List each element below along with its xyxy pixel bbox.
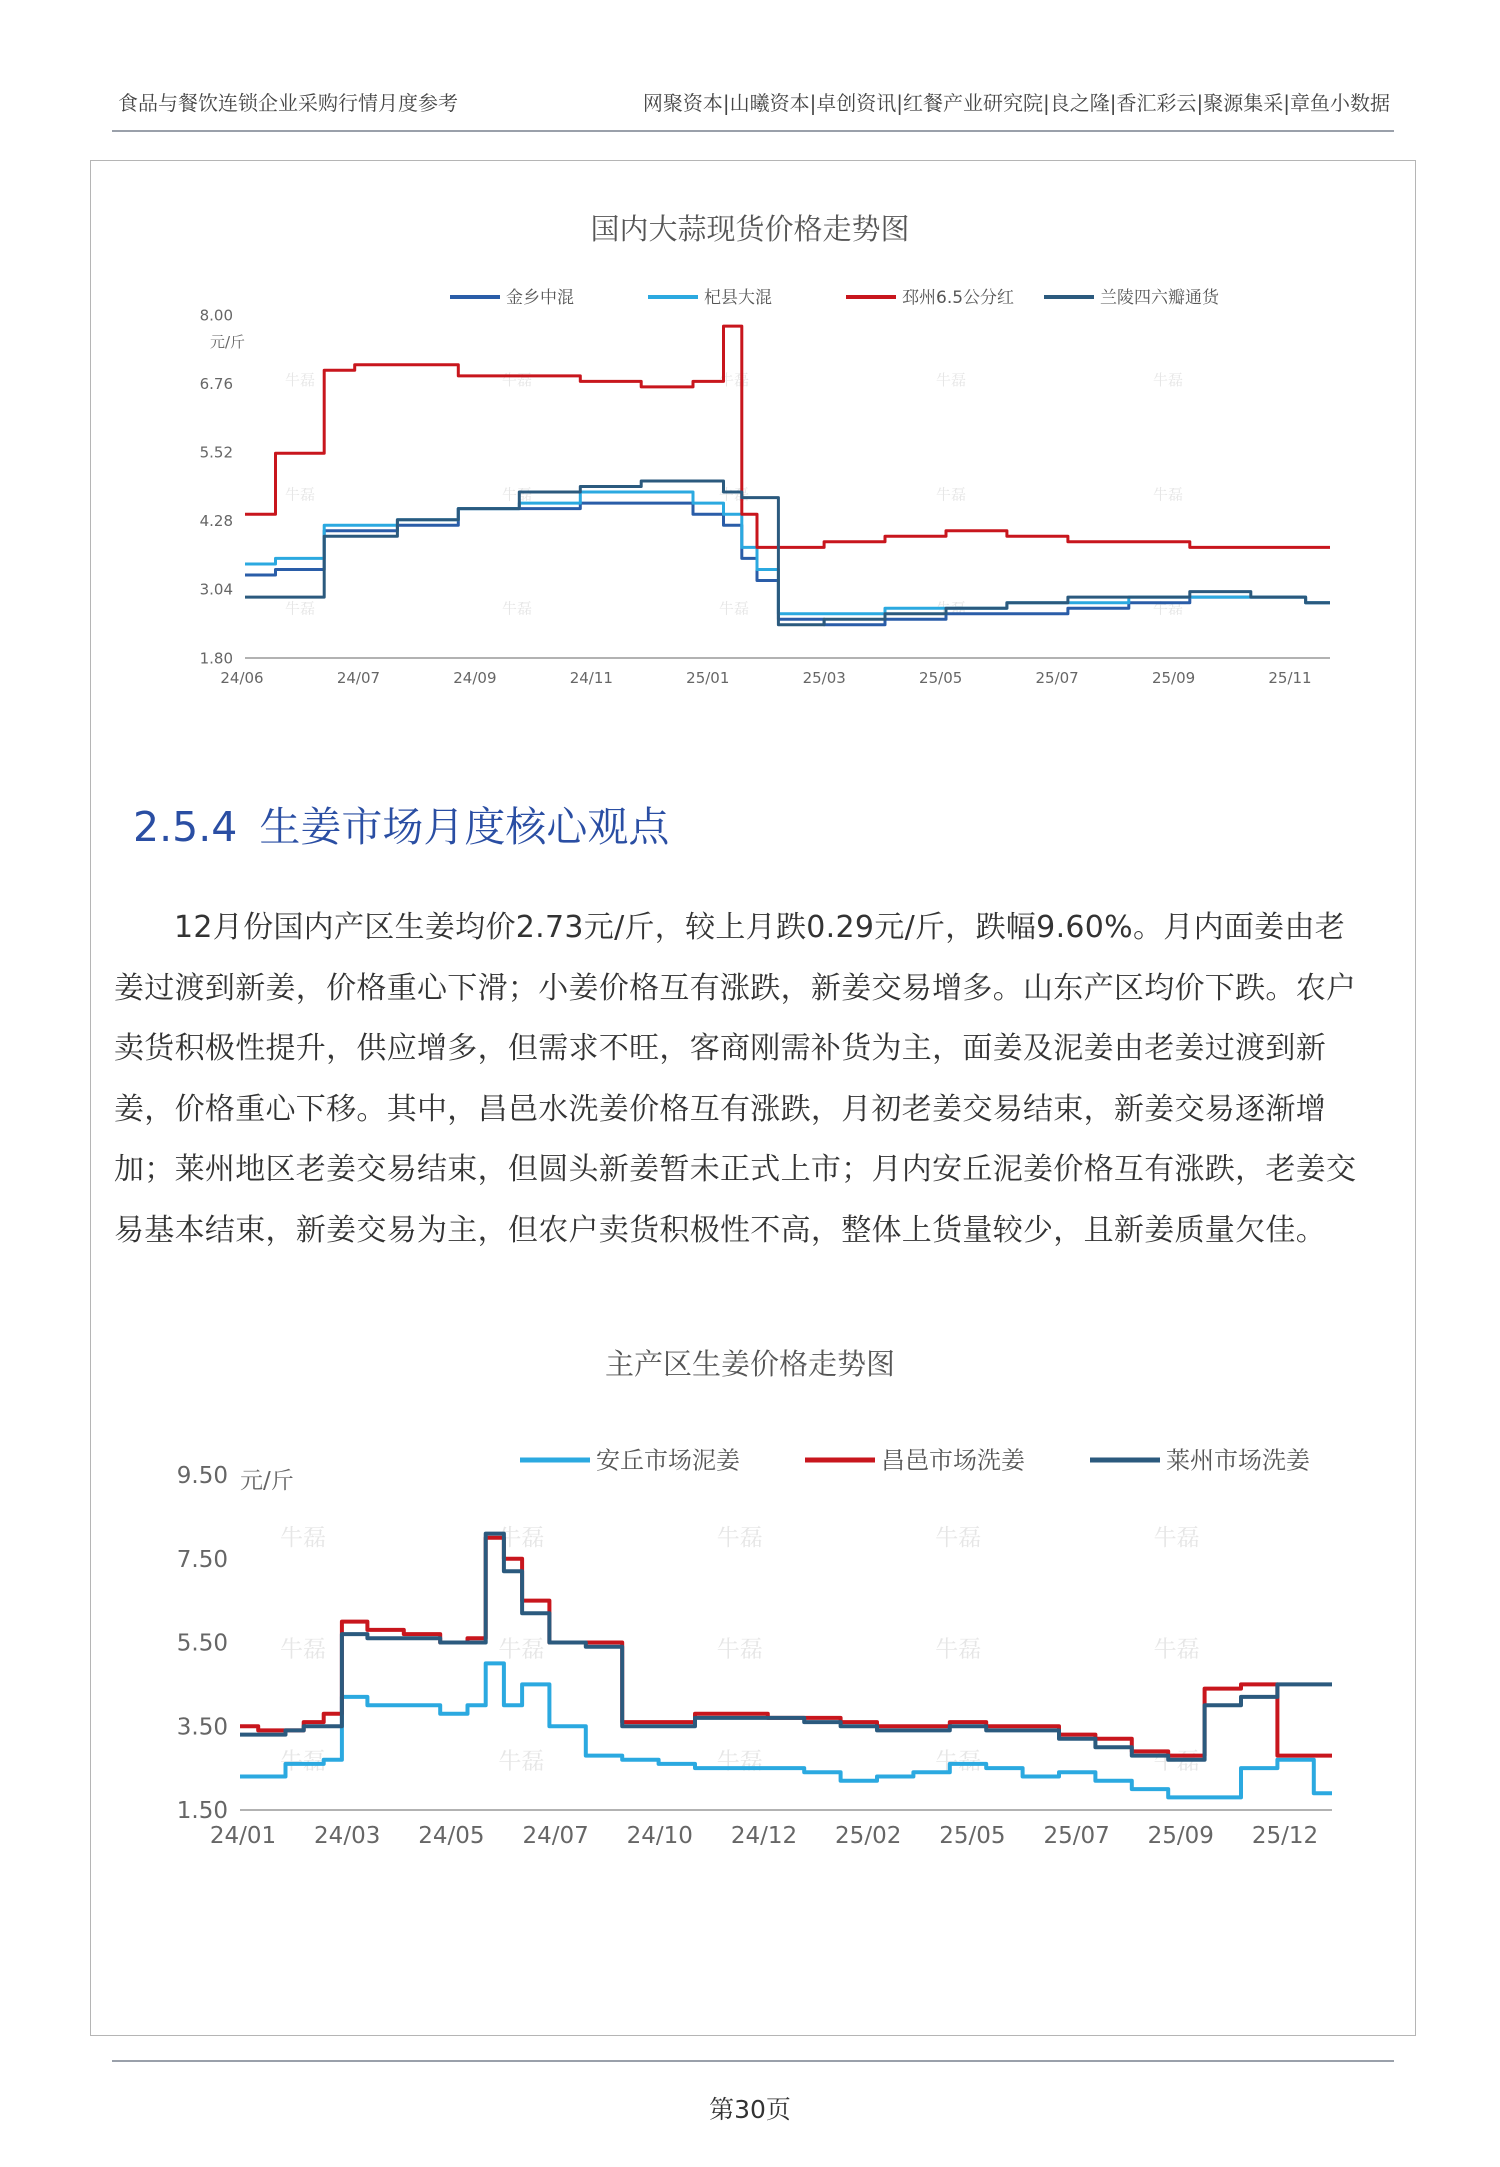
watermark-text: 牛磊 — [719, 371, 750, 389]
y-tick-label: 5.50 — [176, 1630, 228, 1657]
y-tick-label: 3.50 — [176, 1714, 228, 1741]
series-line-安丘市场泥姜 — [240, 1663, 1332, 1797]
x-tick-label: 25/09 — [1147, 1823, 1214, 1849]
header-left-title: 食品与餐饮连锁企业采购行情月度参考 — [118, 91, 458, 115]
x-tick-label: 25/11 — [1268, 669, 1312, 687]
watermark-text: 牛磊 — [936, 599, 967, 618]
watermark-text: 牛磊 — [498, 1748, 545, 1775]
x-tick-label: 24/03 — [314, 1823, 381, 1849]
watermark-text: 牛磊 — [936, 485, 967, 504]
watermark-text: 牛磊 — [502, 371, 533, 389]
legend-label: 金乡中混 — [506, 287, 574, 308]
x-tick-label: 25/09 — [1151, 669, 1196, 687]
x-tick-label: 24/05 — [418, 1823, 485, 1849]
x-tick-label: 25/07 — [1035, 669, 1079, 687]
watermark-text: 牛磊 — [1153, 599, 1184, 618]
footer-rule — [112, 2060, 1394, 2062]
legend-label: 莱州市场洗姜 — [1166, 1446, 1310, 1475]
x-tick-label: 25/01 — [686, 669, 730, 687]
legend-label: 邳州6.5公分红 — [902, 287, 1015, 308]
chart2-title: 主产区生姜价格走势图 — [604, 1347, 895, 1381]
watermark-text: 牛磊 — [280, 1636, 326, 1663]
y-tick-label: 8.00 — [199, 306, 233, 325]
watermark-text: 牛磊 — [1153, 371, 1184, 389]
watermark-text: 牛磊 — [1153, 1525, 1200, 1551]
watermark-text: 牛磊 — [936, 371, 967, 389]
y-tick-label: 4.28 — [199, 512, 233, 531]
series-line-邳州6.5公分红 — [245, 326, 1330, 547]
body-paragraph: 12月份国内产区生姜均价2.73元/斤，较上月跌0.29元/斤，跌幅9.60%。月内面姜由老姜过渡到新姜，价格重心下滑；小姜价格互有涨跌，新姜交易增多。山东产区均价下跌。农户卖货积极性提升，供应增多，但需求不旺，客商刚需补货为主，面姜及泥姜由老姜过渡到新姜，价格重心下移。其中，昌邑水洗姜价格互有涨跌，月初老姜交易结束，新姜交易逐渐增加；莱州地区老姜交易结束，但圆头新姜暂未正式上市；月内安丘泥姜价格互有涨跌，老姜交易基本结束，新姜交易为主，但农户卖货积极性不高，整体上货量较少，且新姜质量欠佳。 — [114, 910, 1357, 1248]
x-tick-label: 25/12 — [1251, 1823, 1319, 1849]
x-tick-label: 24/12 — [730, 1823, 798, 1849]
x-tick-label: 24/06 — [220, 669, 264, 687]
y-axis-unit: 元/斤 — [240, 1468, 294, 1494]
page-number: 第30页 — [709, 2095, 791, 2124]
watermark-text: 牛磊 — [716, 1525, 763, 1551]
y-tick-label: 1.80 — [199, 649, 233, 668]
watermark-text: 牛磊 — [280, 1748, 326, 1775]
watermark-text: 牛磊 — [935, 1748, 982, 1775]
y-tick-label: 7.50 — [176, 1546, 228, 1573]
legend-label: 昌邑市场洗姜 — [881, 1446, 1025, 1475]
watermark-text: 牛磊 — [1153, 485, 1184, 504]
x-tick-label: 25/05 — [919, 669, 963, 687]
section-heading — [133, 794, 669, 853]
section-number: 2.5.4 — [133, 803, 238, 851]
watermark-text: 牛磊 — [280, 1525, 326, 1551]
y-tick-label: 3.04 — [199, 580, 233, 599]
x-tick-label: 24/07 — [522, 1823, 589, 1849]
x-tick-label: 24/07 — [336, 669, 381, 687]
ginger-price-chart — [120, 1430, 1360, 1890]
x-tick-label: 25/03 — [802, 669, 846, 687]
watermark-text: 牛磊 — [285, 599, 316, 618]
series-line-杞县大混 — [245, 492, 1330, 614]
watermark-text: 牛磊 — [1153, 1636, 1200, 1663]
x-tick-label: 25/07 — [1043, 1823, 1110, 1849]
y-tick-label: 1.50 — [176, 1798, 228, 1825]
watermark-text: 牛磊 — [935, 1525, 982, 1551]
watermark-text: 牛磊 — [498, 1525, 545, 1551]
x-tick-label: 25/02 — [835, 1823, 902, 1849]
legend-label: 安丘市场泥姜 — [596, 1446, 740, 1475]
y-tick-label: 6.76 — [199, 374, 233, 393]
watermark-text: 牛磊 — [716, 1748, 763, 1775]
y-tick-label: 5.52 — [199, 443, 233, 462]
body-text — [114, 898, 1364, 1261]
header-right-sources: 网聚资本|山曦资本|卓创资讯|红餐产业研究院|良之隆|香汇彩云|聚源集采|章鱼小数据 — [642, 91, 1390, 115]
watermark-text: 牛磊 — [719, 599, 750, 618]
watermark-text: 牛磊 — [285, 485, 316, 504]
watermark-text: 牛磊 — [285, 371, 316, 389]
x-tick-label: 24/11 — [569, 669, 613, 687]
x-tick-label: 24/10 — [626, 1823, 693, 1849]
watermark-text: 牛磊 — [502, 485, 533, 504]
x-tick-label: 25/05 — [939, 1823, 1006, 1849]
legend-label: 杞县大混 — [704, 287, 772, 308]
watermark-text: 牛磊 — [1153, 1748, 1200, 1775]
watermark-text: 牛磊 — [498, 1636, 545, 1663]
section-title: 生姜市场月度核心观点 — [259, 803, 670, 851]
watermark-text: 牛磊 — [719, 485, 750, 504]
header-rule — [112, 130, 1394, 132]
page-header — [0, 0, 1500, 140]
chart1-title: 国内大蒜现货价格走势图 — [590, 212, 910, 246]
x-tick-label: 24/01 — [209, 1823, 277, 1849]
garlic-price-chart — [150, 285, 1350, 705]
watermark-text: 牛磊 — [716, 1636, 763, 1663]
watermark-text: 牛磊 — [502, 599, 533, 618]
legend-label: 兰陵四六瓣通货 — [1100, 287, 1219, 308]
watermark-text: 牛磊 — [935, 1636, 982, 1663]
y-tick-label: 9.50 — [176, 1463, 228, 1490]
y-axis-unit: 元/斤 — [210, 333, 246, 351]
x-tick-label: 24/09 — [453, 669, 497, 687]
